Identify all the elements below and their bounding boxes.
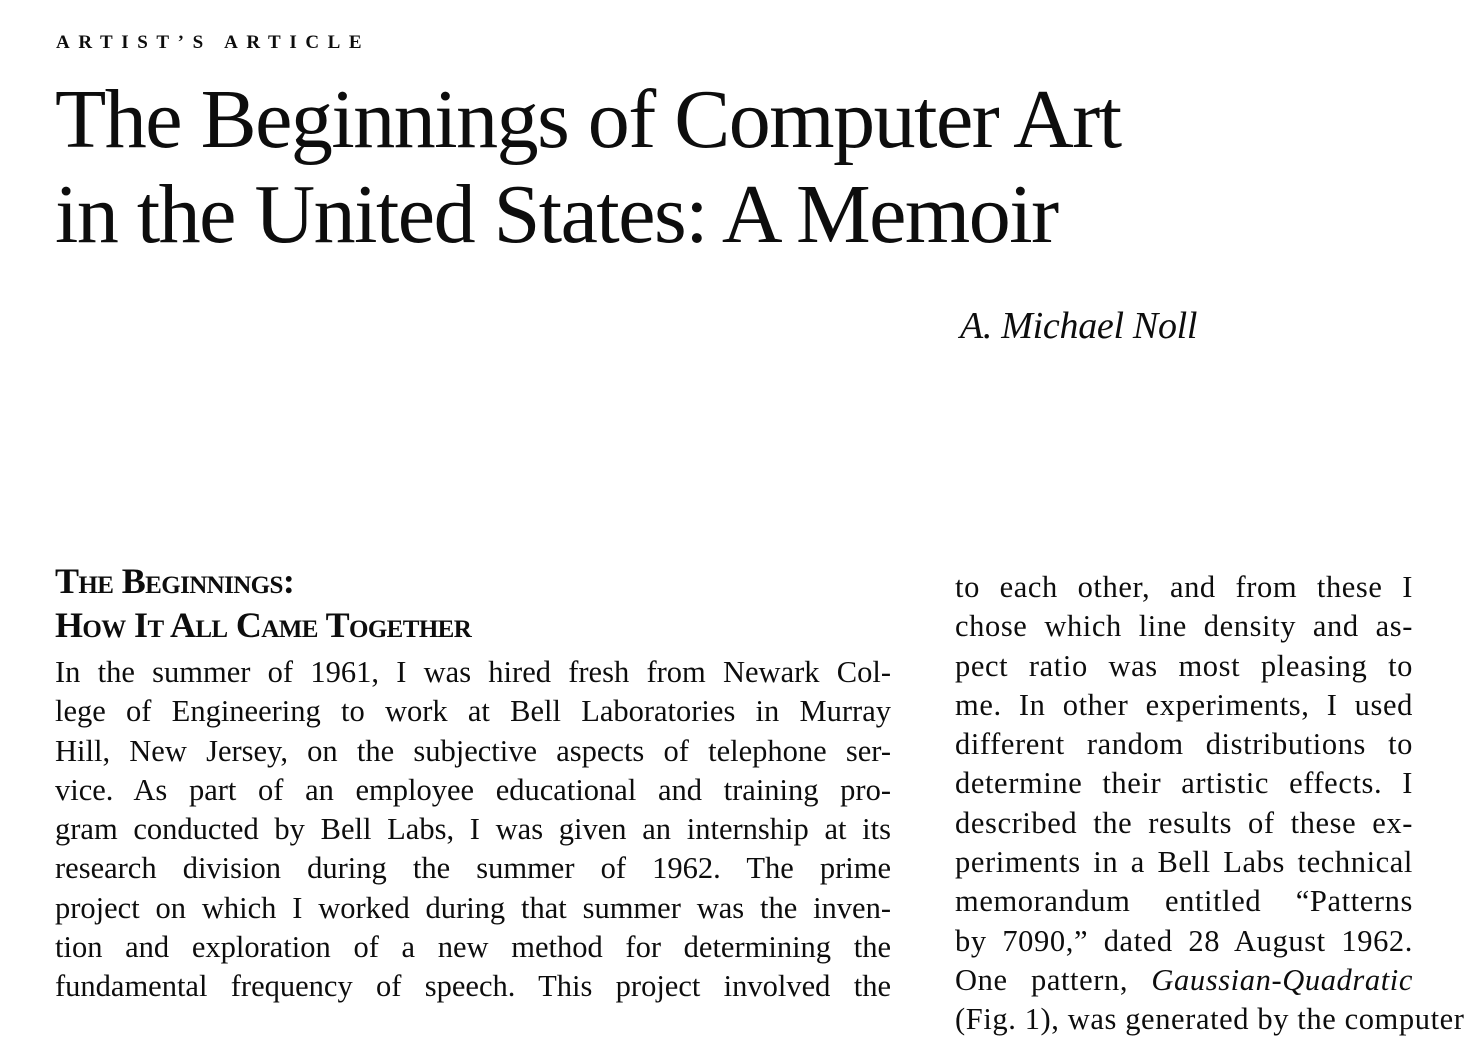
body-line: lege of Engineering to work at Bell Laboratories in Murray xyxy=(55,694,891,729)
section-heading-line-1: The Beginnings: xyxy=(55,561,295,601)
body-line: tion and exploration of a new method for determining the xyxy=(55,930,891,965)
body-line: project on which I worked during that summer was the inven- xyxy=(55,890,891,925)
article-author: A. Michael Noll xyxy=(960,305,1198,347)
body-line: memorandum entitled “Patterns xyxy=(955,884,1413,919)
body-line: pect ratio was most pleasing to xyxy=(955,648,1413,683)
body-line: me. In other experiments, I used xyxy=(955,687,1413,722)
right-body-paragraph xyxy=(955,568,1465,1040)
section-heading xyxy=(55,559,891,647)
artwork-title-italic: Gaussian-Quadratic xyxy=(1151,962,1413,997)
body-line: periments in a Bell Labs technical xyxy=(955,845,1413,880)
body-line: In the summer of 1961, I was hired fresh from Newark Col- xyxy=(55,655,891,689)
body-line-cutoff: (Fig. 1), was generated by the computer xyxy=(955,1002,1465,1037)
left-body-paragraph xyxy=(55,653,891,1007)
article-title-line-1: The Beginnings of Computer Art xyxy=(55,73,1121,166)
article-title xyxy=(55,72,1121,262)
body-line xyxy=(955,961,1413,1000)
body-line: research division during the summer of 1962. The prime xyxy=(55,851,891,886)
body-line: determine their artistic effects. I xyxy=(955,766,1413,801)
left-column xyxy=(55,559,891,1007)
body-line: chose which line density and as- xyxy=(955,609,1413,644)
right-column xyxy=(955,568,1465,1040)
body-line: Hill, New Jersey, on the subjective aspects of telephone ser- xyxy=(55,733,891,768)
body-line: vice. As part of an employee educational and training pro- xyxy=(55,772,891,807)
body-line: to each other, and from these I xyxy=(955,570,1413,604)
body-text: One pattern, xyxy=(955,962,1152,997)
body-line: by 7090,” dated 28 August 1962. xyxy=(955,923,1413,958)
body-line: fundamental frequency of speech. This project involved the xyxy=(55,969,891,1004)
article-title-line-2: in the United States: A Memoir xyxy=(55,168,1058,261)
section-heading-line-2: How It All Came Together xyxy=(55,605,472,645)
body-line: gram conducted by Bell Labs, I was given an internship at its xyxy=(55,812,891,847)
article-kicker: ARTIST’S ARTICLE xyxy=(56,32,371,53)
body-line: different random distributions to xyxy=(955,727,1413,762)
body-line: described the results of these ex- xyxy=(955,805,1413,840)
